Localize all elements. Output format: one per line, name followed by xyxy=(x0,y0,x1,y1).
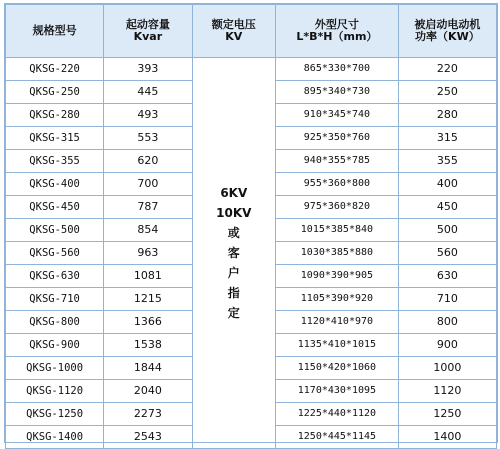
column-header-line: 外型尺寸 xyxy=(314,18,359,31)
capacity-cell: 787 xyxy=(104,196,192,219)
capacity-cell: 1844 xyxy=(104,357,192,380)
capacity-cell: 2543 xyxy=(104,426,192,449)
power-cell: 1120 xyxy=(398,380,496,403)
dimensions-cell: 1150*420*1060 xyxy=(276,357,399,380)
capacity-cell: 2040 xyxy=(104,380,192,403)
power-cell: 280 xyxy=(398,104,496,127)
column-header-line: 规格型号 xyxy=(32,24,77,37)
power-cell: 400 xyxy=(398,173,496,196)
model-cell: QKSG-560 xyxy=(6,242,104,265)
column-header xyxy=(398,5,496,58)
power-cell: 250 xyxy=(398,81,496,104)
model-cell: QKSG-280 xyxy=(6,104,104,127)
power-cell: 315 xyxy=(398,127,496,150)
voltage-line: 指 xyxy=(227,286,240,300)
model-cell: QKSG-220 xyxy=(6,58,104,81)
power-cell: 1250 xyxy=(398,403,496,426)
capacity-cell: 700 xyxy=(104,173,192,196)
power-cell: 630 xyxy=(398,265,496,288)
voltage-line: 或 xyxy=(227,226,240,240)
voltage-cell xyxy=(192,58,275,449)
power-cell: 560 xyxy=(398,242,496,265)
dimensions-cell: 865*330*700 xyxy=(276,58,399,81)
table-body xyxy=(6,58,497,449)
dimensions-cell: 1170*430*1095 xyxy=(276,380,399,403)
model-cell: QKSG-400 xyxy=(6,173,104,196)
capacity-cell: 620 xyxy=(104,150,192,173)
capacity-cell: 1215 xyxy=(104,288,192,311)
column-header-line: KV xyxy=(225,30,243,43)
model-cell: QKSG-800 xyxy=(6,311,104,334)
power-cell: 450 xyxy=(398,196,496,219)
dimensions-cell: 1120*410*970 xyxy=(276,311,399,334)
model-cell: QKSG-900 xyxy=(6,334,104,357)
capacity-cell: 493 xyxy=(104,104,192,127)
dimensions-cell: 1015*385*840 xyxy=(276,219,399,242)
table-row xyxy=(6,58,497,81)
column-header-line: 功率（KW） xyxy=(415,30,480,43)
model-cell: QKSG-315 xyxy=(6,127,104,150)
column-header xyxy=(276,5,399,58)
dimensions-cell: 925*350*760 xyxy=(276,127,399,150)
column-header-line: 额定电压 xyxy=(211,18,256,31)
column-header-line: L*B*H（mm） xyxy=(296,30,378,43)
model-cell: QKSG-500 xyxy=(6,219,104,242)
dimensions-cell: 1030*385*880 xyxy=(276,242,399,265)
dimensions-cell: 955*360*800 xyxy=(276,173,399,196)
model-cell: QKSG-710 xyxy=(6,288,104,311)
model-cell: QKSG-1250 xyxy=(6,403,104,426)
power-cell: 800 xyxy=(398,311,496,334)
power-cell: 220 xyxy=(398,58,496,81)
table-header xyxy=(6,5,497,58)
power-cell: 900 xyxy=(398,334,496,357)
dimensions-cell: 1250*445*1145 xyxy=(276,426,399,449)
capacity-cell: 963 xyxy=(104,242,192,265)
model-cell: QKSG-1120 xyxy=(6,380,104,403)
model-cell: QKSG-1400 xyxy=(6,426,104,449)
column-header-line: 被启动电动机 xyxy=(414,18,481,31)
spec-table-container xyxy=(4,3,498,443)
dimensions-cell: 1225*440*1120 xyxy=(276,403,399,426)
power-cell: 710 xyxy=(398,288,496,311)
capacity-cell: 2273 xyxy=(104,403,192,426)
column-header xyxy=(6,5,104,58)
voltage-line: 定 xyxy=(227,306,240,320)
dimensions-cell: 940*355*785 xyxy=(276,150,399,173)
power-cell: 1000 xyxy=(398,357,496,380)
model-cell: QKSG-355 xyxy=(6,150,104,173)
model-cell: QKSG-630 xyxy=(6,265,104,288)
capacity-cell: 393 xyxy=(104,58,192,81)
column-header-line: Kvar xyxy=(133,30,163,43)
model-cell: QKSG-450 xyxy=(6,196,104,219)
dimensions-cell: 1090*390*905 xyxy=(276,265,399,288)
dimensions-cell: 895*340*730 xyxy=(276,81,399,104)
column-header xyxy=(192,5,275,58)
dimensions-cell: 1135*410*1015 xyxy=(276,334,399,357)
capacity-cell: 445 xyxy=(104,81,192,104)
voltage-line: 6KV xyxy=(220,186,248,200)
model-cell: QKSG-250 xyxy=(6,81,104,104)
capacity-cell: 553 xyxy=(104,127,192,150)
power-cell: 500 xyxy=(398,219,496,242)
dimensions-cell: 910*345*740 xyxy=(276,104,399,127)
capacity-cell: 1538 xyxy=(104,334,192,357)
capacity-cell: 1081 xyxy=(104,265,192,288)
header-row xyxy=(6,5,497,58)
capacity-cell: 1366 xyxy=(104,311,192,334)
power-cell: 355 xyxy=(398,150,496,173)
voltage-line: 户 xyxy=(227,266,240,280)
dimensions-cell: 1105*390*920 xyxy=(276,288,399,311)
spec-table xyxy=(5,4,497,449)
column-header-line: 起动容量 xyxy=(125,18,170,31)
voltage-line: 10KV xyxy=(216,206,252,220)
model-cell: QKSG-1000 xyxy=(6,357,104,380)
column-header xyxy=(104,5,192,58)
power-cell: 1400 xyxy=(398,426,496,449)
voltage-line: 客 xyxy=(227,246,240,260)
dimensions-cell: 975*360*820 xyxy=(276,196,399,219)
capacity-cell: 854 xyxy=(104,219,192,242)
